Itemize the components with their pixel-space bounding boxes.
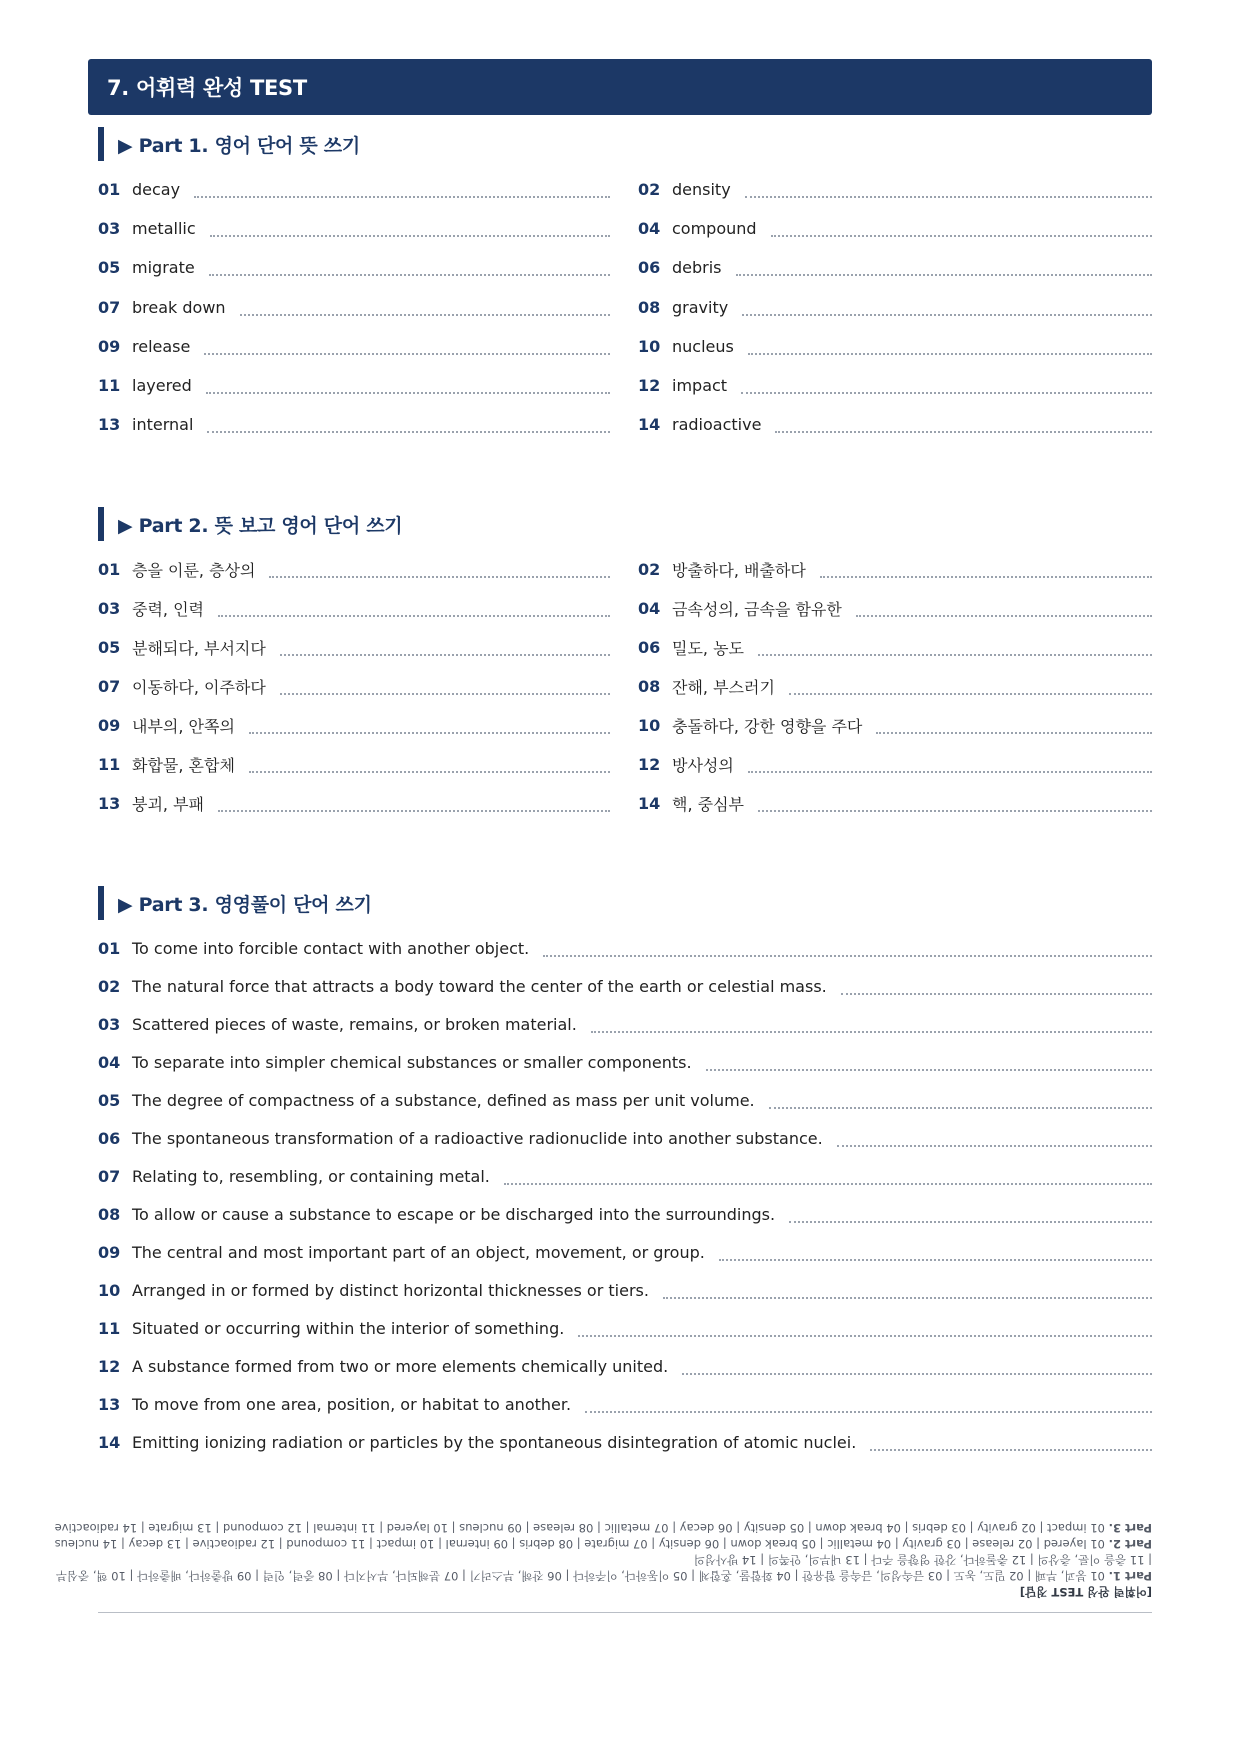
list-item [638,713,1152,737]
list-item [98,1012,1152,1036]
list-item [98,1050,1152,1074]
list-item [98,412,610,436]
list-item [98,635,610,659]
list-item [98,177,610,201]
answer-text: 01 impact | 02 gravity | 03 debris | 04 break down | 05 density | 06 decay | 07 metallic | 08 release | 09 nucleus | 10 layered | 11 internal | 12 compound | 13 migrate | 14 radioactive [54,1521,1105,1535]
list-item [98,1392,1152,1416]
answer-blank[interactable] [870,1449,1152,1451]
item-text: 이동하다, 이주하다 [132,677,266,697]
item-text: 금속성의, 금속을 함유한 [672,599,842,619]
answer-blank[interactable] [204,353,610,355]
answer-blank[interactable] [663,1297,1152,1299]
item-number: 10 [638,336,661,356]
answer-blank[interactable] [736,274,1152,276]
answer-blank[interactable] [240,314,610,316]
part2-heading [98,507,402,541]
item-number: 04 [98,1052,121,1072]
item-number: 02 [638,179,661,199]
list-item [98,1202,1152,1226]
item-text: Arranged in or formed by distinct horizontal thicknesses or tiers. [132,1280,649,1300]
answer-blank[interactable] [209,274,610,276]
list-item [638,674,1152,698]
item-text: The central and most important part of an object, movement, or group. [132,1242,705,1262]
answer-blank[interactable] [719,1259,1152,1261]
item-text: metallic [132,218,196,238]
item-number: 08 [98,1204,121,1224]
item-number: 05 [98,637,121,657]
item-text: 화합물, 혼합체 [132,755,235,775]
item-number: 09 [98,1242,121,1262]
list-item [638,373,1152,397]
list-item [98,1354,1152,1378]
item-number: 09 [98,715,121,735]
answer-key [54,1508,1152,1600]
item-text: radioactive [672,414,762,434]
list-item [638,596,1152,620]
item-number: 05 [98,1090,121,1110]
answer-blank[interactable] [206,392,610,394]
list-item [98,295,610,319]
item-text: Relating to, resembling, or containing metal. [132,1166,490,1186]
item-number: 07 [98,297,121,317]
answer-key-part1-cont [98,1552,1152,1568]
item-number: 13 [98,1394,121,1414]
item-number: 01 [98,559,121,579]
answer-blank[interactable] [748,771,1152,773]
part2-title: ▶ Part 2. 뜻 보고 영어 단어 쓰기 [118,514,403,537]
item-number: 02 [638,559,661,579]
list-item [638,557,1152,581]
item-number: 12 [638,754,661,774]
item-text: The degree of compactness of a substance, defined as mass per unit volume. [132,1090,755,1110]
answer-blank[interactable] [280,693,610,695]
list-item [638,295,1152,319]
item-number: 09 [98,336,121,356]
list-item [98,936,1152,960]
list-item [98,557,610,581]
list-item [98,1240,1152,1264]
list-item [98,1164,1152,1188]
list-item [98,713,610,737]
answer-blank[interactable] [748,353,1152,355]
item-number: 11 [98,375,121,395]
list-item [638,412,1152,436]
answer-blank[interactable] [280,654,610,656]
list-item [98,1316,1152,1340]
item-text: 방사성의 [672,755,734,775]
answer-blank[interactable] [789,693,1152,695]
part1-heading [98,127,360,161]
list-item [638,752,1152,776]
answer-blank[interactable] [504,1183,1152,1185]
list-item [98,791,610,815]
answer-blank[interactable] [194,196,610,198]
item-number: 12 [98,1356,121,1376]
item-number: 12 [638,375,661,395]
answer-blank[interactable] [585,1411,1152,1413]
answer-blank[interactable] [682,1373,1152,1375]
answer-blank[interactable] [218,615,610,617]
item-text: 층을 이룬, 층상의 [132,560,256,580]
answer-blank[interactable] [210,235,610,237]
item-text: To come into forcible contact with another object. [132,938,530,958]
item-text: layered [132,375,192,395]
item-text: decay [132,179,181,199]
list-item [98,1088,1152,1112]
item-text: internal [132,414,194,434]
list-item [638,177,1152,201]
item-number: 13 [98,414,121,434]
list-item [98,1126,1152,1150]
answer-part-label: Part 3. [1108,1521,1152,1535]
list-item [98,216,610,240]
answer-blank[interactable] [769,1107,1152,1109]
item-text: Scattered pieces of waste, remains, or broken material. [132,1014,577,1034]
item-number: 06 [98,1128,121,1148]
item-number: 07 [98,676,121,696]
item-text: 붕괴, 부패 [132,794,204,814]
item-text: The natural force that attracts a body toward the center of the earth or celestial mass. [132,976,827,996]
answer-part-label: Part 1. [1108,1569,1152,1583]
item-text: 밀도, 농도 [672,638,744,658]
item-number: 13 [98,793,121,813]
item-text: To move from one area, position, or habitat to another. [132,1394,572,1414]
item-text: density [672,179,731,199]
answer-blank[interactable] [543,955,1152,957]
item-number: 01 [98,179,121,199]
part3-title: ▶ Part 3. 영영풀이 단어 쓰기 [118,893,372,916]
answer-key-part1 [55,1568,1152,1584]
answer-part-label: Part 2. [1108,1537,1152,1551]
answer-blank[interactable] [856,615,1152,617]
item-text: compound [672,218,757,238]
item-number: 01 [98,938,121,958]
item-text: 내부의, 안쪽의 [132,716,235,736]
list-item [638,216,1152,240]
answer-blank[interactable] [758,654,1152,656]
answer-blank[interactable] [841,993,1152,995]
item-number: 11 [98,1318,121,1338]
item-number: 07 [98,1166,121,1186]
item-text: 잔해, 부스러기 [672,677,775,697]
item-number: 10 [638,715,661,735]
answer-blank[interactable] [745,196,1152,198]
item-number: 06 [638,637,661,657]
item-number: 06 [638,257,661,277]
list-item [98,752,610,776]
item-number: 03 [98,1014,121,1034]
page-title: 7. 어휘력 완성 TEST [107,76,307,100]
answer-blank[interactable] [876,732,1152,734]
list-item [638,334,1152,358]
answer-blank[interactable] [789,1221,1152,1223]
item-text: The spontaneous transformation of a radioactive radionuclide into another substance. [132,1128,823,1148]
item-text: 중력, 인력 [132,599,204,619]
item-text: nucleus [672,336,734,356]
answer-text: | 11 층을 이룬, 층상의 | 12 충돌하다, 강한 영향을 주다 | 13 내부의, 안쪽의 | 14 방사성의 [693,1553,1152,1567]
item-number: 08 [638,676,661,696]
answer-blank[interactable] [706,1069,1152,1071]
answer-text: 01 layered | 02 release | 03 gravity | 04 metallic | 05 break down | 06 density | 07 migrate | 08 debris | 09 internal | 10 impact | 11 compound | 12 radioactive | 13 decay | 14 nucleus [54,1537,1105,1551]
answer-blank[interactable] [820,576,1152,578]
list-item [638,791,1152,815]
item-number: 02 [98,976,121,996]
list-item [98,373,610,397]
answer-key-part2 [54,1536,1152,1552]
item-text: migrate [132,257,195,277]
item-number: 10 [98,1280,121,1300]
item-text: To separate into simpler chemical substances or smaller components. [132,1052,692,1072]
item-text: Emitting ionizing radiation or particles by the spontaneous disintegration of atomic nuclei. [132,1432,857,1452]
item-text: debris [672,257,722,277]
item-text: 충돌하다, 강한 영향을 주다 [672,716,863,736]
part1-title: ▶ Part 1. 영어 단어 뜻 쓰기 [118,134,360,157]
list-item [98,596,610,620]
item-number: 08 [638,297,661,317]
answer-blank[interactable] [218,810,610,812]
item-number: 14 [638,793,661,813]
item-number: 05 [98,257,121,277]
item-number: 11 [98,754,121,774]
item-text: gravity [672,297,729,317]
answer-key-title: [어휘력 완성 TEST 정답] [1019,1585,1152,1599]
answer-blank[interactable] [741,392,1152,394]
list-item [638,635,1152,659]
footer-divider [98,1612,1152,1613]
list-item [98,1430,1152,1454]
item-text: 방출하다, 배출하다 [672,560,806,580]
answer-blank[interactable] [269,576,610,578]
answer-blank[interactable] [207,431,610,433]
item-text: release [132,336,191,356]
answer-blank[interactable] [591,1031,1152,1033]
answer-blank[interactable] [758,810,1152,812]
item-text: 핵, 중심부 [672,794,744,814]
item-text: 분해되다, 부서지다 [132,638,266,658]
list-item [638,255,1152,279]
answer-blank[interactable] [742,314,1152,316]
list-item [98,1278,1152,1302]
answer-key-part3 [54,1520,1152,1536]
answer-blank[interactable] [775,431,1152,433]
item-number: 14 [638,414,661,434]
item-text: Situated or occurring within the interior of something. [132,1318,565,1338]
item-number: 03 [98,218,121,238]
item-text: impact [672,375,728,395]
part3-heading [98,886,372,920]
title-banner [88,59,1152,115]
item-number: 04 [638,598,661,618]
list-item [98,974,1152,998]
item-text: break down [132,297,226,317]
answer-blank[interactable] [249,771,610,773]
answer-blank[interactable] [837,1145,1152,1147]
list-item [98,334,610,358]
answer-text: 01 붕괴, 부패 | 02 밀도, 농도 | 03 금속성의, 금속을 함유한 | 04 화합물, 혼합체 | 05 이동하다, 이주하다 | 06 잔해, 부스러기 | 07 분해되다, 부서지다 | 08 중력, 인력 | 09 방출하다, 배출하다 | 10 핵, 중심부 [55,1569,1105,1583]
list-item [98,674,610,698]
item-text: To allow or cause a substance to escape or be discharged into the surroundings. [132,1204,776,1224]
answer-blank[interactable] [771,235,1152,237]
answer-blank[interactable] [578,1335,1152,1337]
item-number: 03 [98,598,121,618]
item-number: 14 [98,1432,121,1452]
list-item [98,255,610,279]
item-number: 04 [638,218,661,238]
item-text: A substance formed from two or more elements chemically united. [132,1356,669,1376]
answer-blank[interactable] [249,732,610,734]
